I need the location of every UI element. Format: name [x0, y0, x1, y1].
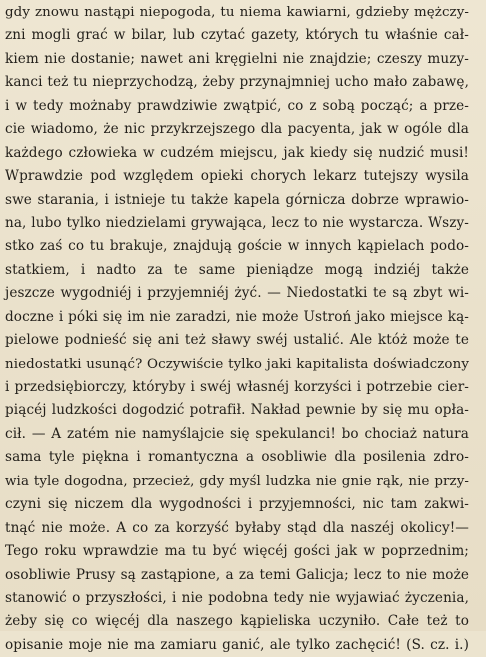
text-line: kanci też tu nieprzychodzą, żeby przynajmniej ucho mało zabawę, [5, 74, 469, 91]
text-line: cił. — A zatém nie namyślajcie się spekulanci! bo chociaż natura [5, 425, 469, 442]
article-body [5, 1, 469, 657]
text-line: stanowić o przyszłości, i nie podobna tedy nie wyjawiać życzenia, [5, 589, 469, 606]
text-line: pielowe podnieść się ani też sławy swéj ustalić. Ale któż może te [5, 332, 469, 349]
text-line: kiem nie dostanie; nawet ani kręgielni nie znajdzie; czeszy muzy- [5, 50, 469, 67]
text-line: Tego roku wprawdzie ma tu być więcéj gości jak w poprzednim; [5, 543, 469, 560]
text-line: gdy znowu nastąpi niepogoda, tu niema kawiarni, gdzieby mężczy- [5, 5, 469, 20]
text-line: i przedsiębiorczy, któryby i swéj własnéj korzyści i potrzebie cier- [5, 379, 469, 395]
text-line: jeszcze wygodniéj i przyjemniéj żyć. — Niedostatki te są zbyt wi- [5, 285, 469, 302]
text-line: osobliwie Prusy są zastąpione, a za temi Galicja; lecz to nie może [5, 566, 469, 583]
text-line: piącéj ludzkości dogodzić potrafił. Nakład pewnie by się mu opła- [5, 402, 469, 419]
text-line: na, lubo tylko niedzielami grywająca, lecz to nie wystarcza. Wszy- [5, 214, 469, 231]
text-line: wia tyle dogodna, przecież, gdy myśl ludzka nie gnie rąk, nie przy- [5, 473, 469, 489]
text-line: stko zaś co tu brakuje, znajdują goście w innych kąpielach podo- [5, 238, 469, 255]
text-line: i w tedy możnaby prawdziwie zwątpić, co z sobą począć; a prze- [5, 97, 469, 114]
text-line: żeby się co więcéj dla naszego kąpieliska uczyniło. Całe też to [5, 613, 469, 630]
text-line: sama tyle piękna i romantyczna a osobliwie dla posilenia zdro- [5, 449, 469, 466]
text-line: czyni się niczem dla wygodności i przyjemności, nic tam zakwi- [5, 496, 469, 513]
text-line: cie wiadomo, że nic przykrzejszego dla pacyenta, jak w ogóle dla [5, 121, 469, 138]
text-line: swe starania, i istnieje tu także kapela górnicza dobrze wprawio- [5, 191, 469, 208]
text-line: opisanie moje nie ma zamiaru ganić, ale tylko zachęcić! (S. cz. i.) [5, 636, 469, 653]
text-line: każdego człowieka w cudzém miejscu, jak kiedy się nudzić musi! [5, 144, 469, 161]
text-line: tnąć nie może. A co za korzyść byłaby stąd dla naszéj okolicy!— [5, 519, 469, 536]
text-line: niedostatki usunąć? Oczywiście tylko jaki kapitalista doświadczony [5, 356, 469, 372]
text-line: Wprawdzie pod względem opieki chorych lekarz tutejszy wysila [5, 168, 469, 185]
text-line: statkiem, i nadto za te same pieniądze mogą indziéj także [5, 261, 469, 278]
text-line: doczne i póki się im nie zaradzi, nie może Ustroń jako miejsce ką- [5, 308, 469, 325]
text-line: zni mogli grać w bilar, lub czytać gazety, których tu właśnie cał- [5, 27, 469, 44]
